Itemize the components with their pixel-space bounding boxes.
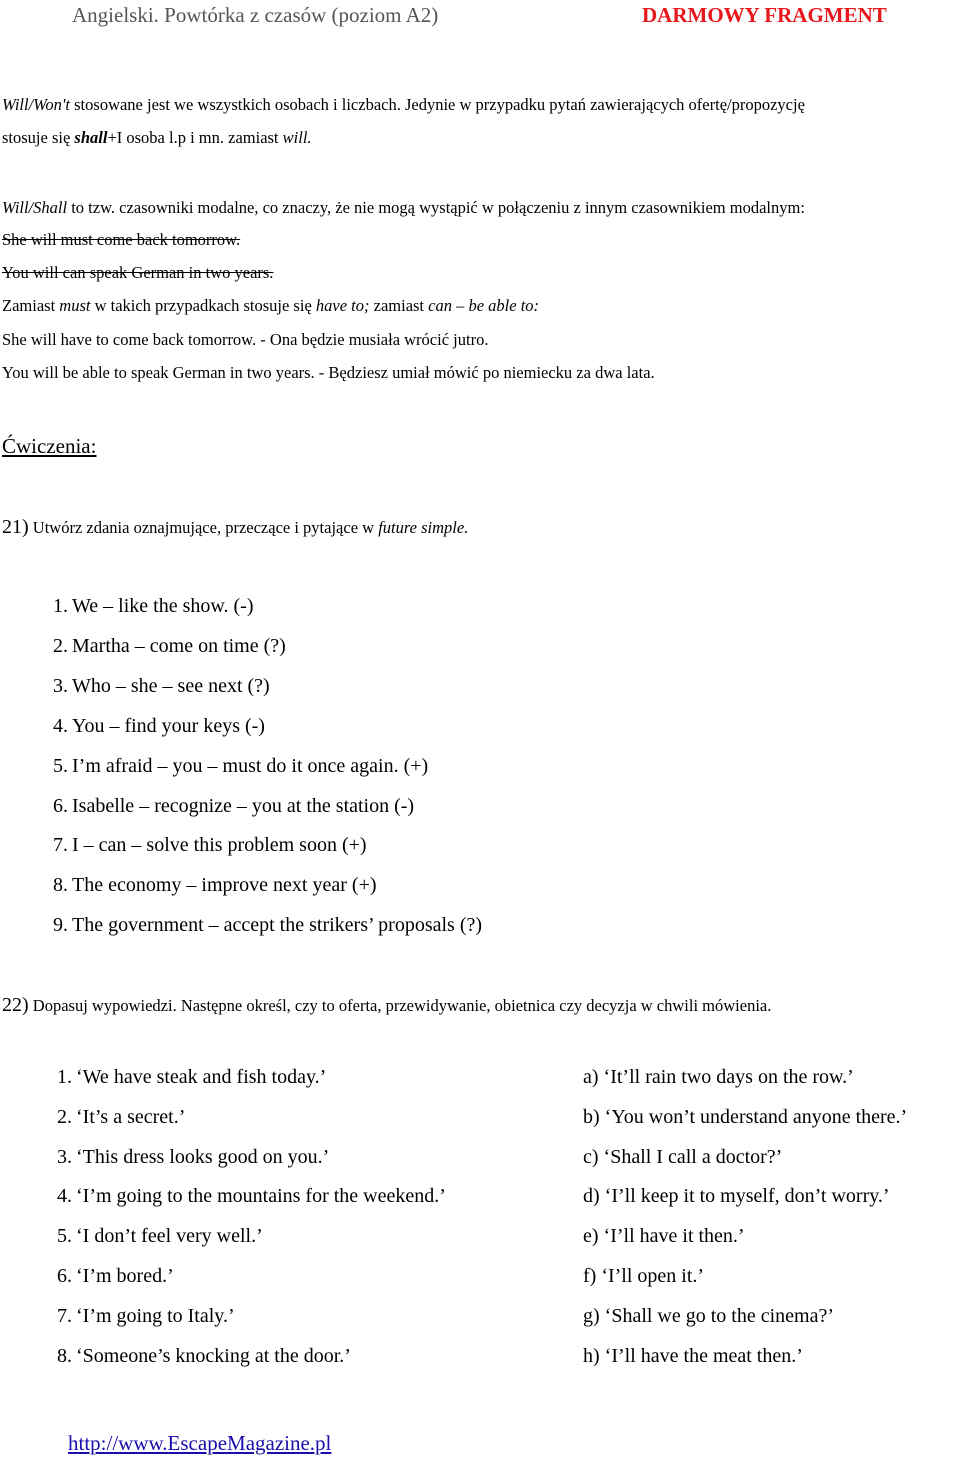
modal-line [2, 198, 805, 218]
item-number: 2. [57, 1106, 72, 1128]
list-item [38, 715, 265, 738]
intro-line-2 [2, 128, 312, 148]
correct-example-1: She will have to come back tomorrow. - Ona będzie musiała wrócić jutro. [2, 330, 489, 349]
item-text: I’m afraid – you – must do it once again. (+) [72, 755, 429, 777]
footer-link[interactable]: http://www.EscapeMagazine.pl [68, 1431, 332, 1455]
answer-option: a) ‘It’ll rain two days on the row.’ [583, 1066, 854, 1088]
rule-text-c: w takich przypadkach stosuje się [90, 296, 316, 315]
must-term: must [59, 296, 91, 315]
intro-text-1: stosowane jest we wszystkich osobach i liczbach. Jedynie w przypadku pytań zawierających ofertę/propozycję [70, 95, 805, 114]
list-item [38, 914, 482, 937]
item-text: Martha – come on time (?) [72, 635, 286, 657]
item-number: 8. [57, 1345, 72, 1367]
item-number: 5. [57, 1225, 72, 1247]
list-item [38, 874, 377, 897]
item-number: 3. [53, 675, 68, 697]
rule-text-e: zamiast [369, 296, 429, 315]
item-number: 5. [53, 755, 68, 777]
list-item [42, 1265, 174, 1288]
list-item [38, 755, 428, 778]
item-number: 2. [53, 635, 68, 657]
list-item [38, 595, 253, 618]
exercise-21-title [2, 516, 468, 539]
document-title: Angielski. Powtórka z czasów (poziom A2) [72, 3, 439, 27]
item-number: 6. [57, 1265, 72, 1287]
list-item [38, 675, 270, 698]
will-shall-term: Will/Shall [2, 198, 68, 217]
item-text: ‘It’s a secret.’ [76, 1106, 186, 1128]
list-item [42, 1106, 185, 1129]
exercise-22-title [2, 994, 771, 1017]
item-number: 1. [53, 595, 68, 617]
list-item [38, 834, 367, 857]
item-number: 9. [53, 914, 68, 936]
list-item [42, 1146, 329, 1169]
exercise-22-number: 22) [2, 994, 29, 1016]
answer-option: e) ‘I’ll have it then.’ [583, 1225, 745, 1247]
intro-line-1 [2, 95, 805, 115]
list-item [42, 1225, 263, 1248]
list-item [42, 1066, 326, 1089]
answer-option: c) ‘Shall I call a doctor?’ [583, 1146, 783, 1168]
shall-term: shall [74, 128, 108, 147]
future-simple-term: future simple. [378, 518, 469, 537]
answer-option: f) ‘I’ll open it.’ [583, 1265, 705, 1287]
exercise-21-text: Utwórz zdania oznajmujące, przeczące i pytające w [28, 518, 379, 537]
item-text: ‘I’m going to Italy.’ [76, 1305, 235, 1327]
answer-option: g) ‘Shall we go to the cinema?’ [583, 1305, 835, 1327]
item-number: 4. [53, 715, 68, 737]
item-text: I – can – solve this problem soon (+) [72, 834, 367, 856]
item-number: 8. [53, 874, 68, 896]
list-item [42, 1305, 235, 1328]
answer-option: d) ‘I’ll keep it to myself, don’t worry.’ [583, 1185, 890, 1207]
will-term: will. [282, 128, 312, 147]
item-text: You – find your keys (-) [72, 715, 265, 737]
item-number: 7. [57, 1305, 72, 1327]
item-text: ‘I’m going to the mountains for the weekend.’ [76, 1185, 446, 1207]
intro-text-2a: stosuje się [2, 128, 75, 147]
intro-text-2c: +I osoba l.p i mn. zamiast [107, 128, 283, 147]
item-text: ‘I don’t feel very well.’ [76, 1225, 263, 1247]
item-number: 3. [57, 1146, 72, 1168]
wrong-example-1: She will must come back tomorrow. [2, 230, 241, 249]
item-number: 6. [53, 795, 68, 817]
correct-example-2: You will be able to speak German in two years. - Będziesz umiał mówić po niemiecku za dwa lata. [2, 363, 655, 382]
exercise-22-text: Dopasuj wypowiedzi. Następne określ, czy to oferta, przewidywanie, obietnica czy decyzja w chwili mówienia. [28, 996, 772, 1015]
item-text: Isabelle – recognize – you at the station (-) [72, 795, 415, 817]
item-number: 1. [57, 1066, 72, 1088]
item-text: The government – accept the strikers’ proposals (?) [72, 914, 483, 936]
exercise-21-number: 21) [2, 516, 29, 538]
item-text: ‘Someone’s knocking at the door.’ [76, 1345, 351, 1367]
item-text: ‘We have steak and fish today.’ [76, 1066, 327, 1088]
will-wont-term: Will/Won't [2, 95, 71, 114]
rule-text-a: Zamiast [2, 296, 60, 315]
list-item [38, 795, 414, 818]
item-text: Who – she – see next (?) [72, 675, 270, 697]
free-fragment-badge: DARMOWY FRAGMENT [642, 3, 887, 27]
list-item [42, 1345, 351, 1368]
answer-option: b) ‘You won’t understand anyone there.’ [583, 1106, 908, 1128]
item-text: ‘This dress looks good on you.’ [76, 1146, 330, 1168]
exercises-heading: Ćwiczenia: [2, 434, 97, 458]
item-text: ‘I’m bored.’ [76, 1265, 174, 1287]
item-text: We – like the show. (-) [72, 595, 254, 617]
item-number: 4. [57, 1185, 72, 1207]
modal-text: to tzw. czasowniki modalne, co znaczy, że nie mogą wystąpić w połączeniu z innym czasownikiem modalnym: [67, 198, 805, 217]
item-number: 7. [53, 834, 68, 856]
can-be-able-term: can – be able to: [428, 296, 540, 315]
answer-option: h) ‘I’ll have the meat then.’ [583, 1345, 803, 1367]
replacement-rule [2, 296, 539, 316]
list-item [42, 1185, 446, 1208]
item-text: The economy – improve next year (+) [72, 874, 377, 896]
have-to-term: have to; [315, 296, 370, 315]
wrong-example-2: You will can speak German in two years. [2, 263, 274, 282]
list-item [38, 635, 286, 658]
